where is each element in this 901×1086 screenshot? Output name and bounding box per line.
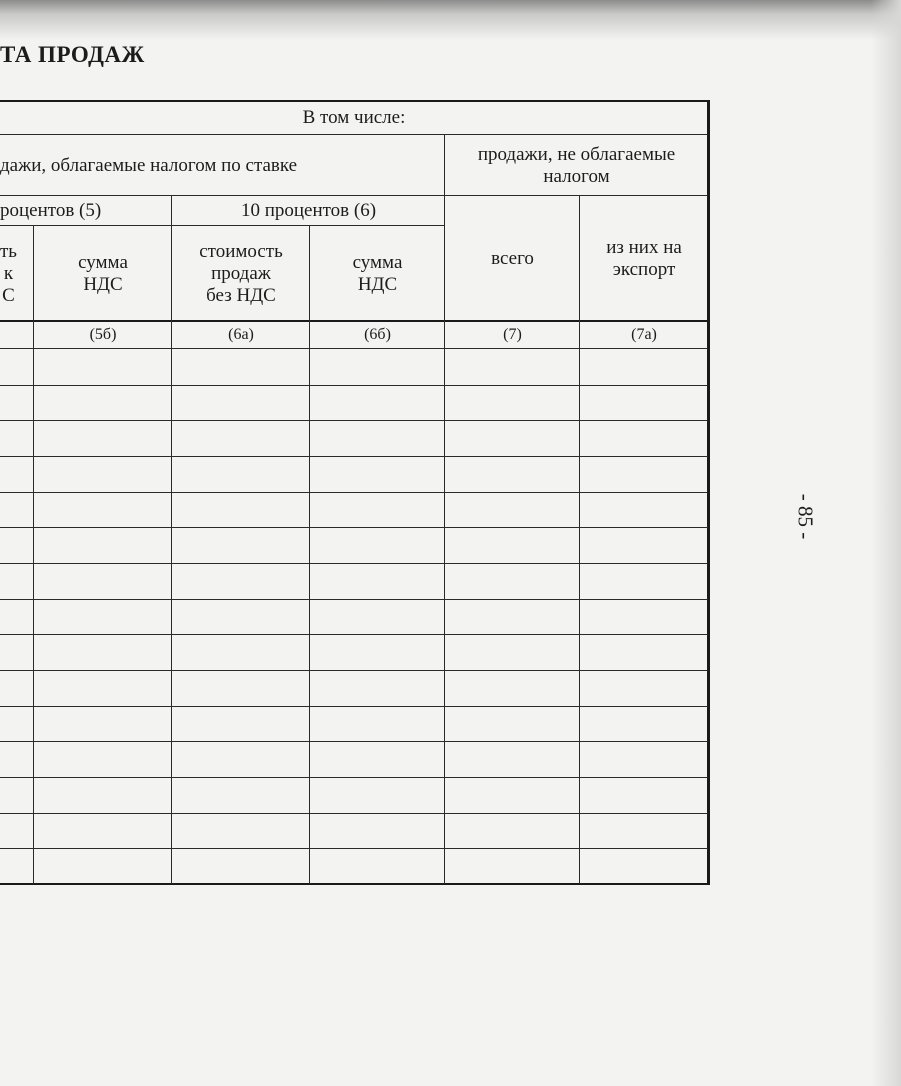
header-untaxed-sales: продажи, не облагаемые налогом <box>477 143 676 187</box>
table-column-rule <box>579 321 580 884</box>
column-code-7: (7) <box>503 326 522 343</box>
header-col-5b: сумма НДС <box>78 251 128 295</box>
table-row-rule <box>0 599 708 600</box>
scan-shadow <box>0 0 901 40</box>
header-rule-3 <box>0 225 445 226</box>
header-rule-2 <box>0 195 708 196</box>
table-column-rule <box>171 321 172 884</box>
table-row-rule <box>0 492 708 493</box>
header-rate-5: роцентов (5) <box>0 200 102 221</box>
header-rule-1 <box>0 134 708 135</box>
table-row-rule <box>0 741 708 742</box>
header-divider-untaxed <box>444 134 445 321</box>
table-row-rule <box>0 848 708 849</box>
header-col-7: всего <box>491 247 534 269</box>
column-code-6a: (6а) <box>228 326 254 343</box>
header-bottom-border <box>0 320 710 322</box>
table-column-rule <box>444 321 445 884</box>
column-code-6b: (6б) <box>364 326 391 343</box>
table-row-rule <box>0 670 708 671</box>
header-col-6a: стоимость продаж без НДС <box>199 240 283 306</box>
scan-edge-shadow <box>871 0 901 1086</box>
header-in-total: В том числе: <box>302 107 406 128</box>
table-row-rule <box>0 527 708 528</box>
table-column-rule <box>309 321 310 884</box>
table-row-rule <box>0 634 708 635</box>
table-bottom-border <box>0 883 710 885</box>
header-col-6b: сумма НДС <box>352 251 403 295</box>
table-row-rule <box>0 385 708 386</box>
page-number: - 85 - <box>793 493 818 539</box>
table-row-rule <box>0 777 708 778</box>
header-divider-6b <box>309 225 310 321</box>
header-divider-5a <box>33 225 34 321</box>
table-row-rule <box>0 813 708 814</box>
table-row-rule <box>0 420 708 421</box>
header-col-5a: ть к С <box>0 240 17 306</box>
header-divider-7a <box>579 195 580 321</box>
table-top-border <box>0 100 710 102</box>
header-divider-rate <box>171 195 172 321</box>
code-row-bottom-rule <box>0 348 708 349</box>
table-row-rule <box>0 456 708 457</box>
header-col-7a: из них на экспорт <box>606 236 682 280</box>
column-code-5b: (5б) <box>89 326 117 343</box>
table-row-rule <box>0 706 708 707</box>
header-rate-6: 10 процентов (6) <box>240 200 377 221</box>
page-title: ТА ПРОДАЖ <box>0 42 145 67</box>
table-row-rule <box>0 563 708 564</box>
column-code-7a: (7а) <box>631 326 657 343</box>
table-column-rule <box>33 321 34 884</box>
header-taxed-sales: дажи, облагаемые налогом по ставке <box>0 154 298 176</box>
